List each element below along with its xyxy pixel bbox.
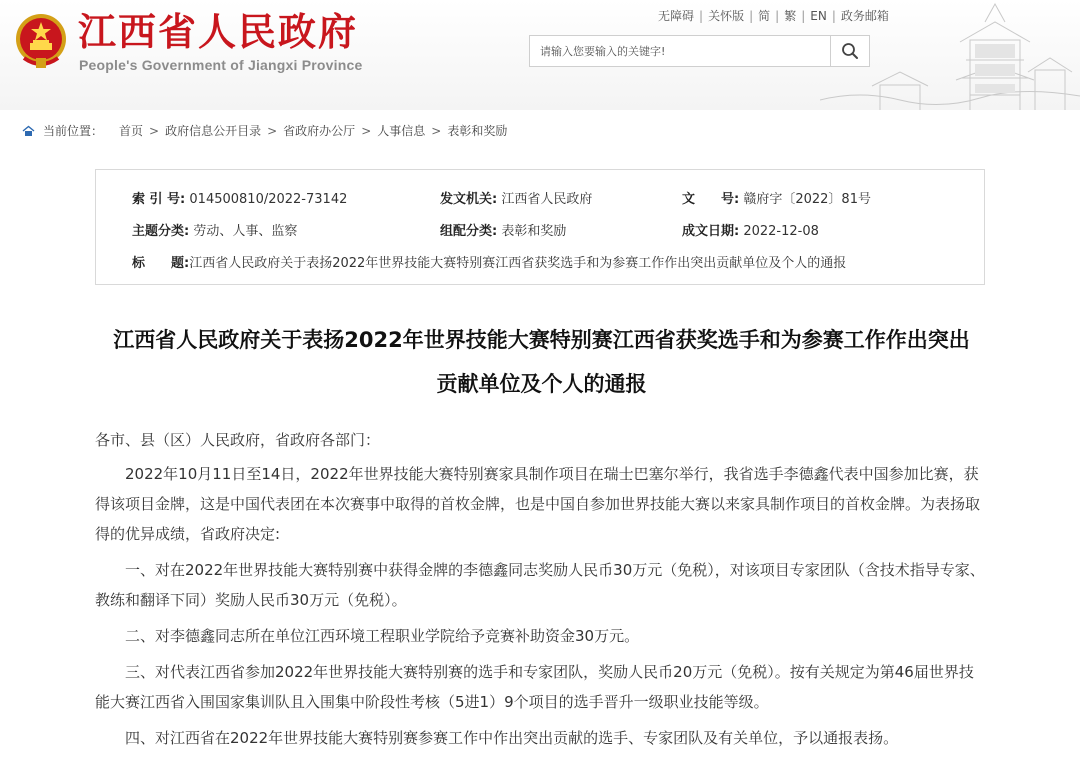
breadcrumb-home[interactable]: 首页: [119, 124, 144, 138]
simplified-chinese-link[interactable]: 简: [758, 9, 771, 23]
salutation: 各市、县（区）人民政府，省政府各部门：: [95, 431, 381, 449]
document-metadata: [95, 169, 985, 285]
meta-key: 组配分类:: [440, 224, 498, 239]
search-icon: [841, 42, 859, 60]
breadcrumb-awards[interactable]: 表彰和奖励: [447, 124, 508, 138]
document-title-field: [132, 252, 846, 271]
traditional-chinese-link[interactable]: 繁: [784, 9, 797, 23]
search-box: [529, 35, 870, 67]
divider: |: [749, 8, 754, 23]
document-number: [682, 188, 871, 207]
top-links: [658, 7, 889, 24]
site-header: [0, 0, 1080, 110]
divider: |: [801, 8, 806, 23]
gov-mail-link[interactable]: 政务邮箱: [840, 9, 889, 23]
meta-value: 014500810/2022-73142: [189, 192, 348, 207]
breadcrumb-info-catalog[interactable]: 政府信息公开目录: [165, 124, 262, 138]
article-title: [95, 318, 988, 406]
chevron-right-icon: >: [267, 123, 278, 138]
meta-value: 劳动、人事、监察: [193, 224, 298, 239]
divider: |: [831, 8, 836, 23]
chevron-right-icon: >: [361, 123, 372, 138]
breadcrumb-personnel[interactable]: 人事信息: [377, 124, 426, 138]
topic-category: [132, 220, 297, 239]
search-button[interactable]: [830, 36, 869, 66]
breadcrumb: [22, 122, 507, 139]
meta-key: 标 题:: [132, 256, 190, 271]
meta-key: 文 号:: [682, 192, 740, 207]
meta-value: 表彰和奖励: [501, 224, 567, 239]
paragraph: 三、对代表江西省参加2022年世界技能大赛特别赛的选手和专家团队，奖励人民币20万元（免税）。按有关规定为第46届世界技能大赛江西省入围国家集训队且入围集中阶段性考核（5进1）9个项目的选手晋升一级职业技能等级。: [95, 663, 974, 711]
meta-value: 2022-12-08: [743, 224, 819, 239]
index-number: [132, 188, 347, 207]
article-title-line: 江西省人民政府关于表扬2022年世界技能大赛特别赛江西省获奖选手和为参赛工作作出突出: [113, 328, 970, 352]
chevron-right-icon: >: [431, 123, 442, 138]
document-date: [682, 220, 819, 239]
meta-value: 江西省人民政府关于表扬2022年世界技能大赛特别赛江西省获奖选手和为参赛工作作出突出贡献单位及个人的通报: [189, 256, 847, 271]
meta-value: 江西省人民政府: [501, 192, 593, 207]
divider: |: [775, 8, 780, 23]
breadcrumb-label: 当前位置：: [43, 124, 104, 138]
meta-value: 赣府字〔2022〕81号: [743, 192, 871, 207]
meta-key: 索 引 号:: [132, 192, 186, 207]
english-link[interactable]: EN: [810, 8, 827, 23]
paragraph: 一、对在2022年世界技能大赛特别赛中获得金牌的李德鑫同志奖励人民币30万元（免税），对该项目专家团队（含技术指导专家、教练和翻译下同）奖励人民币30万元（免税）。: [95, 561, 985, 609]
site-title: 江西省人民政府: [78, 9, 359, 54]
divider: |: [699, 8, 704, 23]
meta-key: 成文日期:: [682, 224, 740, 239]
group-category: [440, 220, 566, 239]
care-version-link[interactable]: 关怀版: [708, 9, 745, 23]
location-icon: [22, 125, 35, 137]
issuing-agency: [440, 188, 592, 207]
site-subtitle: People's Government of Jiangxi Province: [79, 57, 363, 73]
accessibility-link[interactable]: 无障碍: [658, 9, 695, 23]
paragraph: 2022年10月11日至14日，2022年世界技能大赛特别赛家具制作项目在瑞士巴塞尔举行，我省选手李德鑫代表中国参加比赛，获得该项目金牌，这是中国代表团在本次赛事中取得的首枚金牌，也是中国自参加世界技能大赛以来家具制作项目的首枚金牌。为表扬取得的优异成绩，省政府决定:: [95, 465, 981, 543]
paragraph: 四、对江西省在2022年世界技能大赛特别赛参赛工作中作出突出贡献的选手、专家团队及有关单位，予以通报表扬。: [125, 729, 899, 747]
meta-key: 主题分类:: [132, 224, 190, 239]
search-input[interactable]: [530, 36, 830, 66]
article-body: [95, 425, 988, 753]
national-emblem-logo: [14, 12, 68, 70]
chevron-right-icon: >: [149, 123, 160, 138]
paragraph: 二、对李德鑫同志所在单位江西环境工程职业学院给予竞赛补助资金30万元。: [125, 627, 640, 645]
article-title-line: 贡献单位及个人的通报: [436, 372, 647, 396]
meta-key: 发文机关:: [440, 192, 498, 207]
breadcrumb-general-office[interactable]: 省政府办公厅: [283, 124, 356, 138]
